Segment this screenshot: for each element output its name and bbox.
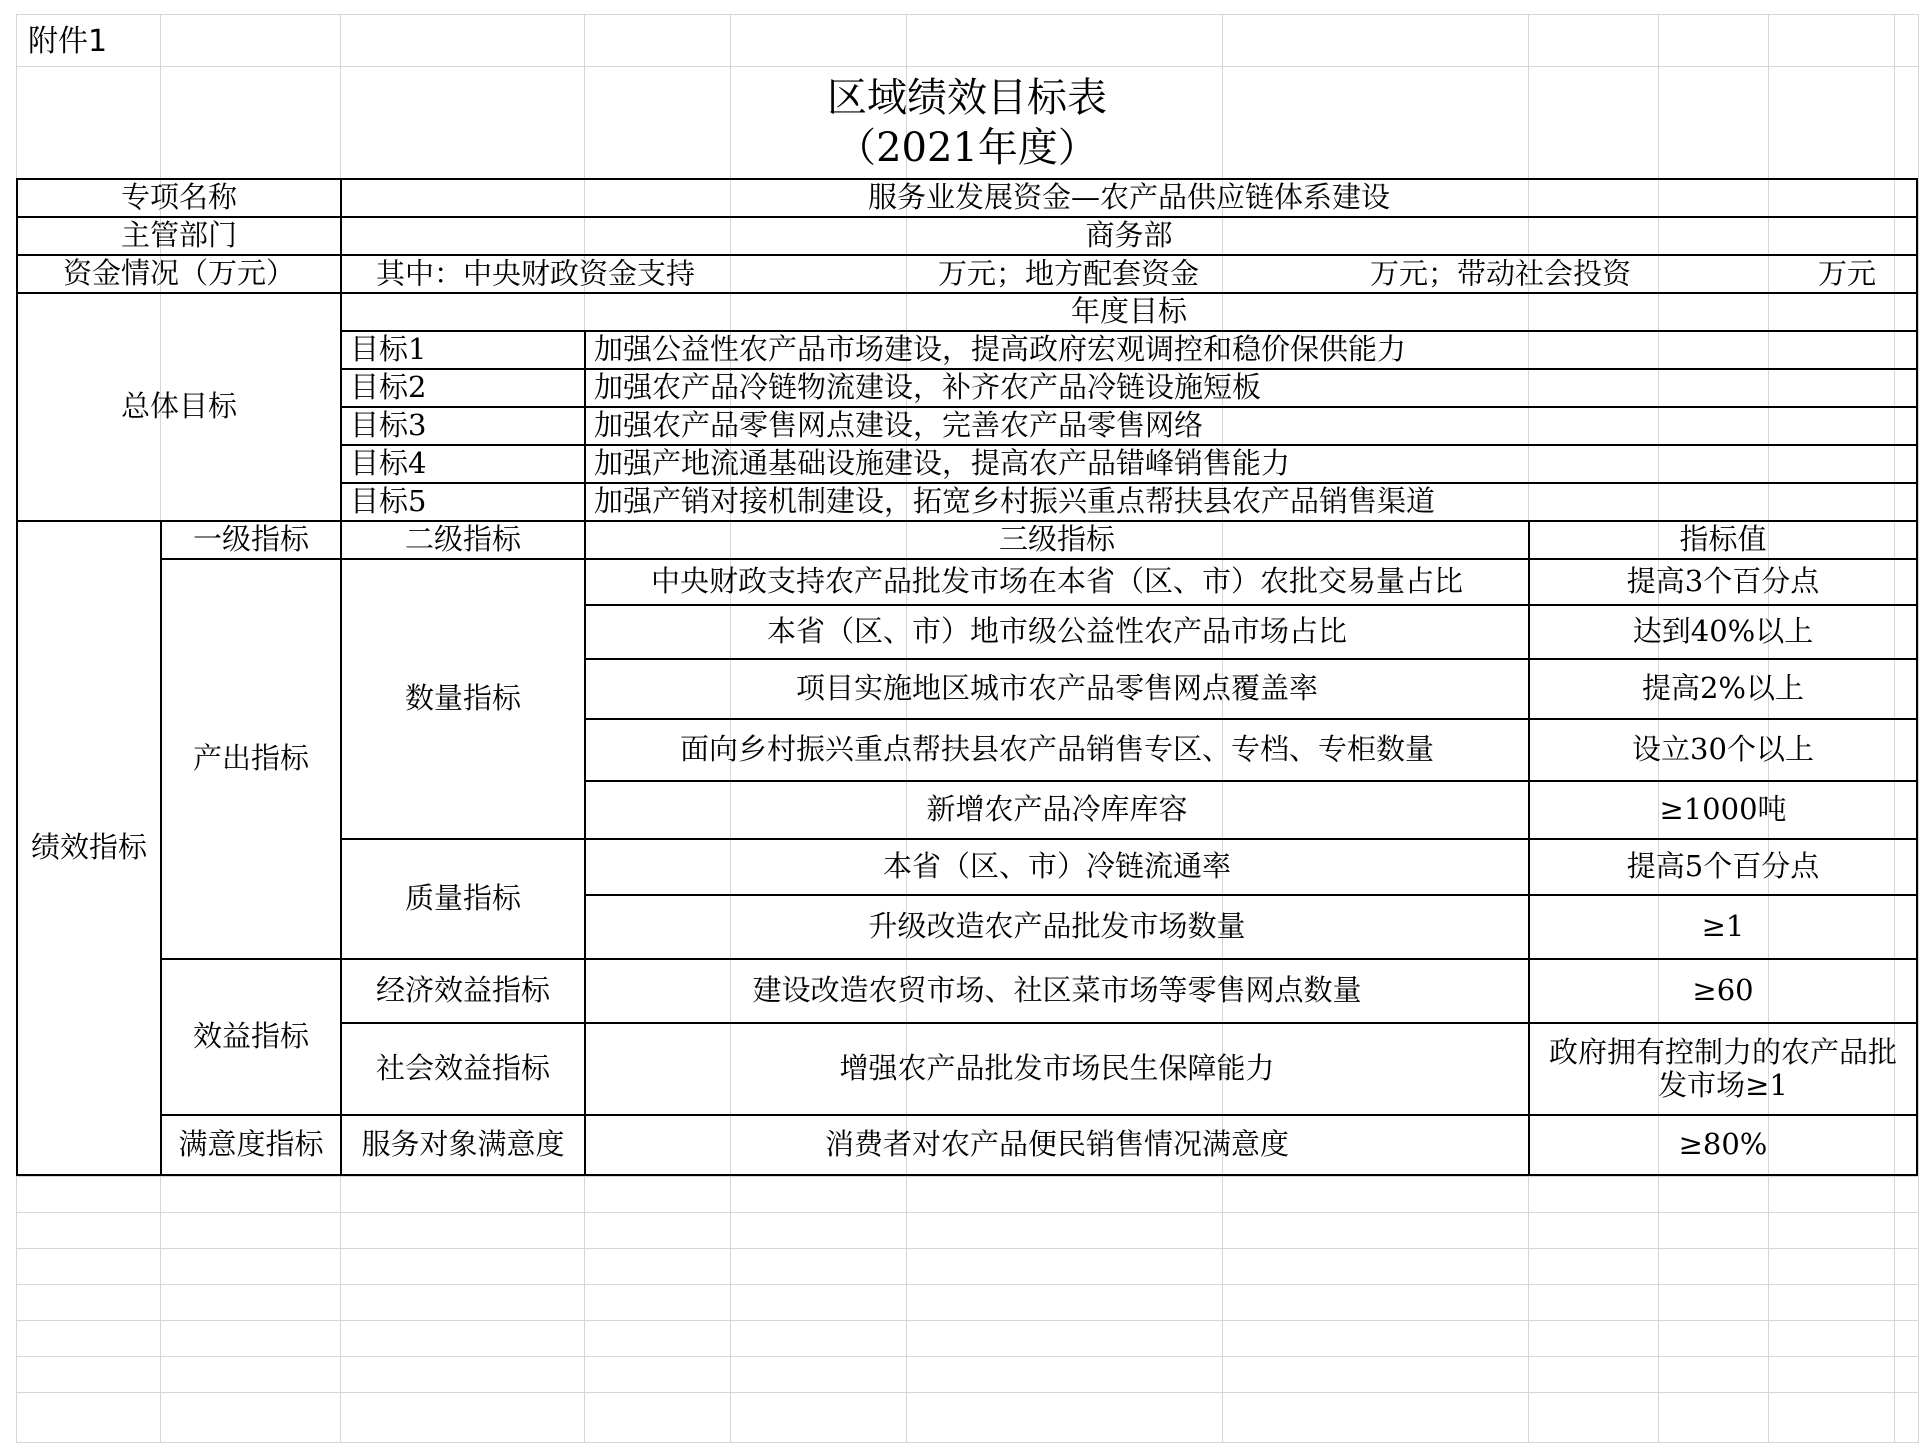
gridline-horizontal [16, 1320, 1919, 1321]
perf-indicator-label: 绩效指标 [16, 520, 162, 1176]
indicator-name: 消费者对农产品便民销售情况满意度 [584, 1114, 1530, 1176]
goal-id: 目标2 [340, 368, 586, 408]
goal-text: 加强公益性农产品市场建设，提高政府宏观调控和稳价保供能力 [584, 330, 1918, 370]
fund-unit: 万元 [1818, 256, 1877, 291]
level2-quality: 质量指标 [340, 838, 586, 960]
gridline-horizontal [16, 1248, 1919, 1249]
gridline-horizontal [16, 66, 1919, 67]
goal-text: 加强农产品零售网点建设，完善农产品零售网络 [584, 406, 1918, 446]
fund-social: 万元；带动社会投资 [1370, 256, 1632, 291]
indicator-value: 达到40%以上 [1528, 604, 1918, 660]
indicator-name: 项目实施地区城市农产品零售网点覆盖率 [584, 658, 1530, 720]
indicator-value: 设立30个以上 [1528, 718, 1918, 782]
gridline-horizontal [16, 1392, 1919, 1393]
subtitle-text: （2021年度） [836, 125, 1098, 171]
indicator-name: 面向乡村振兴重点帮扶县农产品销售专区、专档、专柜数量 [584, 718, 1530, 782]
annual-goal-header: 年度目标 [340, 292, 1918, 332]
goal-id: 目标4 [340, 444, 586, 484]
department-label: 主管部门 [16, 216, 342, 256]
goal-id: 目标5 [340, 482, 586, 522]
goal-text: 加强产销对接机制建设，拓宽乡村振兴重点帮扶县农产品销售渠道 [584, 482, 1918, 522]
header-level2: 二级指标 [340, 520, 586, 560]
indicator-value: ≥80% [1528, 1114, 1918, 1176]
gridline-horizontal [16, 1176, 1919, 1177]
fund-value [340, 254, 1918, 294]
header-level3: 三级指标 [584, 520, 1530, 560]
gridline-horizontal [16, 1212, 1919, 1213]
indicator-value: 提高3个百分点 [1528, 558, 1918, 606]
level2-service: 服务对象满意度 [340, 1114, 586, 1176]
project-name-label: 专项名称 [16, 178, 342, 218]
gridline-vertical [1918, 14, 1919, 1442]
indicator-name: 中央财政支持农产品批发市场在本省（区、市）农批交易量占比 [584, 558, 1530, 606]
project-name-value: 服务业发展资金—农产品供应链体系建设 [340, 178, 1918, 218]
department-value: 商务部 [340, 216, 1918, 256]
level2-quantity: 数量指标 [340, 558, 586, 840]
fund-label: 资金情况（万元） [16, 254, 342, 294]
indicator-value: 政府拥有控制力的农产品批发市场≥1 [1528, 1022, 1918, 1116]
indicator-value: ≥1 [1528, 894, 1918, 960]
header-value: 指标值 [1528, 520, 1918, 560]
title-text: 区域绩效目标表 [827, 75, 1107, 121]
indicator-name: 本省（区、市）地市级公益性农产品市场占比 [584, 604, 1530, 660]
indicator-name: 新增农产品冷库库容 [584, 780, 1530, 840]
indicator-value: 提高2%以上 [1528, 658, 1918, 720]
fund-local: 万元；地方配套资金 [938, 256, 1200, 291]
page-title [16, 68, 1918, 178]
goal-text: 加强产地流通基础设施建设，提高农产品错峰销售能力 [584, 444, 1918, 484]
level1-satisfaction: 满意度指标 [160, 1114, 342, 1176]
goal-id: 目标3 [340, 406, 586, 446]
overall-goal-label: 总体目标 [16, 292, 342, 522]
goal-text: 加强农产品冷链物流建设，补齐农产品冷链设施短板 [584, 368, 1918, 408]
level1-benefit: 效益指标 [160, 958, 342, 1116]
gridline-horizontal [16, 1442, 1919, 1443]
level2-social: 社会效益指标 [340, 1022, 586, 1116]
level2-economic: 经济效益指标 [340, 958, 586, 1024]
indicator-value: ≥60 [1528, 958, 1918, 1024]
level1-output: 产出指标 [160, 558, 342, 960]
indicator-name: 建设改造农贸市场、社区菜市场等零售网点数量 [584, 958, 1530, 1024]
indicator-name: 增强农产品批发市场民生保障能力 [584, 1022, 1530, 1116]
gridline-horizontal [16, 14, 1919, 15]
attachment-label: 附件1 [28, 23, 108, 59]
gridline-horizontal [16, 1356, 1919, 1357]
indicator-name: 本省（区、市）冷链流通率 [584, 838, 1530, 896]
gridline-horizontal [16, 1284, 1919, 1285]
goal-id: 目标1 [340, 330, 586, 370]
fund-central: 其中：中央财政资金支持 [376, 256, 696, 291]
indicator-value: 提高5个百分点 [1528, 838, 1918, 896]
header-level1: 一级指标 [160, 520, 342, 560]
indicator-value: ≥1000吨 [1528, 780, 1918, 840]
indicator-name: 升级改造农产品批发市场数量 [584, 894, 1530, 960]
